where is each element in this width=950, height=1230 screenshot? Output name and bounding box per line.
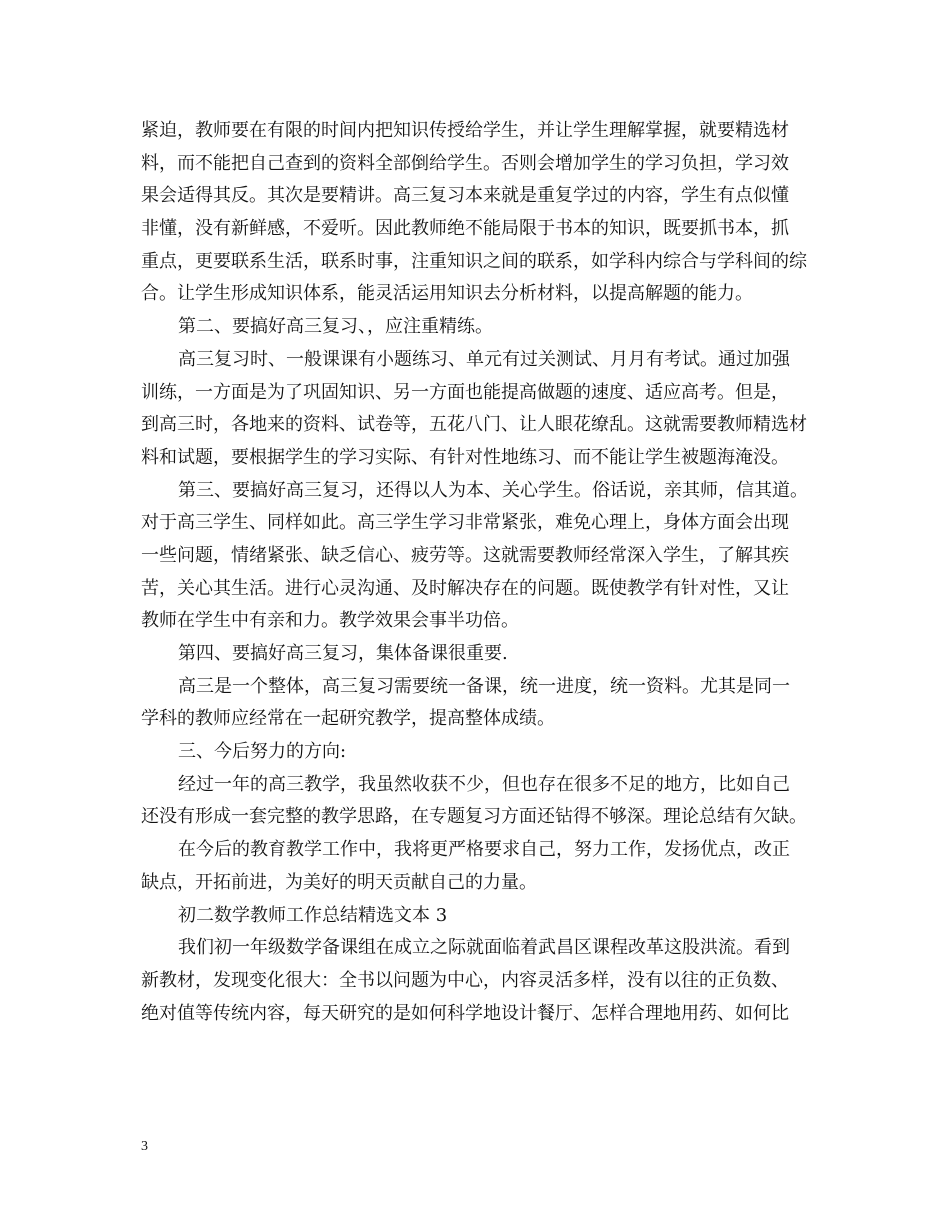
document-body [141, 115, 825, 1030]
paragraph-first-line: 经过一年的高三教学，我虽然收获不少，但也存在很多不足的地方，比如自己 [178, 773, 790, 795]
paragraph-line: 果会适得其反。其次是要精讲。高三复习本来就是重复学过的内容，学生有点似懂 [141, 185, 789, 207]
paragraph-first-line: 在今后的教育教学工作中，我将更严格要求自己，努力工作，发扬优点，改正 [178, 839, 790, 861]
paragraph-line: 一些问题，情绪紧张、缺乏信心、疲劳等。这就需要教师经常深入学生，了解其疾 [141, 544, 789, 566]
paragraph-line: 对于高三学生、同样如此。高三学生学习非常紧张，难免心理上，身体方面会出现 [141, 512, 789, 534]
paragraph-line: 训练，一方面是为了巩固知识、另一方面也能提高做题的速度、适应高考。但是， [141, 381, 789, 403]
paragraph-first-line: 我们初一年级数学备课组在成立之际就面临着武昌区课程改革这股洪流。看到 [178, 937, 790, 959]
paragraph-first-line: 高三是一个整体，高三复习需要统一备课，统一进度，统一资料。尤其是同一 [178, 675, 790, 697]
paragraph-line: 料和试题，要根据学生的学习实际、有针对性地练习、而不能让学生被题海淹没。 [141, 446, 789, 468]
paragraph-first-line: 第二、要搞好高三复习、，应注重精练。 [178, 316, 493, 338]
paragraph-line: 教师在学生中有亲和力。教学效果会事半功倍。 [141, 610, 519, 632]
paragraph-first-line: 三、今后努力的方向: [178, 741, 347, 763]
paragraph-line: 合。让学生形成知识体系，能灵活运用知识去分析材料，以提高解题的能力。 [141, 283, 753, 305]
paragraph-line: 绝对值等传统内容，每天研究的是如何科学地设计餐厅、怎样合理地用药、如何比 [141, 1002, 789, 1024]
paragraph-line: 紧迫，教师要在有限的时间内把知识传授给学生，并让学生理解掌握，就要精选材 [141, 120, 789, 141]
paragraph-line: 新教材，发现变化很大：全书以问题为中心，内容灵活多样，没有以往的正负数、 [141, 969, 789, 991]
paragraph-line: 重点，更要联系生活，联系时事，注重知识之间的联系，如学科内综合与学科间的综 [141, 250, 807, 272]
paragraph-first-line: 第四、要搞好高三复习，集体备课很重要. [178, 643, 508, 664]
paragraph-line: 非懂，没有新鲜感，不爱听。因此教师绝不能局限于书本的知识，既要抓书本，抓 [141, 218, 789, 240]
page-number: 3 [141, 1139, 148, 1154]
paragraph-line: 苦，关心其生活。进行心灵沟通、及时解决存在的问题。既使教学有针对性，又让 [141, 577, 789, 599]
paragraph-first-line: 第三、要搞好高三复习，还得以人为本、关心学生。俗话说，亲其师，信其道。 [178, 479, 808, 501]
paragraph-line: 还没有形成一套完整的教学思路，在专题复习方面还钻得不够深。理论总结有欠缺。 [141, 806, 807, 828]
paragraph-line: 料，而不能把自己查到的资料全部倒给学生。否则会增加学生的学习负担，学习效 [141, 152, 789, 174]
paragraph-first-line: 高三复习时、一般课课有小题练习、单元有过关测试、月月有考试。通过加强 [178, 348, 790, 370]
paragraph-line: 到高三时，各地来的资料、试卷等，五花八门、让人眼花缭乱。这就需要教师精选材 [141, 414, 807, 436]
paragraph-line: 缺点，开拓前进，为美好的明天贡献自己的力量。 [141, 871, 537, 893]
paragraph-first-line: 初二数学教师工作总结精选文本 3 [178, 904, 448, 926]
paragraph-line: 学科的教师应经常在一起研究教学，提高整体成绩。 [141, 708, 555, 730]
